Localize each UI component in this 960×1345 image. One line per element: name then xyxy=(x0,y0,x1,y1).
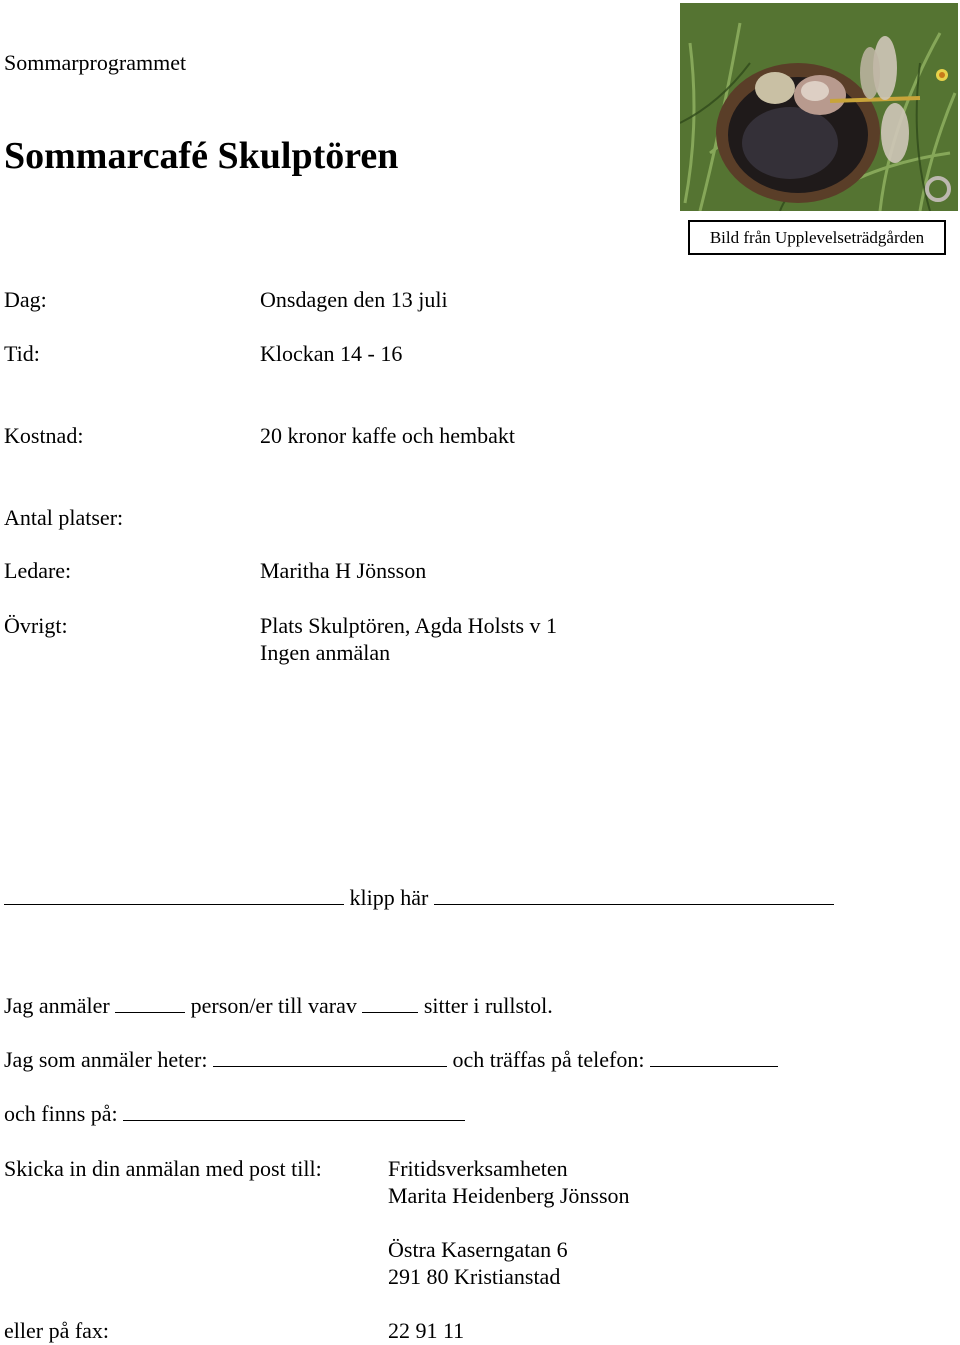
garden-photo xyxy=(680,3,958,211)
other-line-2: Ingen anmälan xyxy=(260,640,391,665)
wheelchair-blank[interactable] xyxy=(362,1011,418,1013)
found-text: och finns på: xyxy=(4,1101,118,1126)
leader-value: Maritha H Jönsson xyxy=(260,558,427,583)
name-text-b: och träffas på telefon: xyxy=(452,1047,645,1072)
day-value: Onsdagen den 13 juli xyxy=(260,287,448,312)
persons-blank[interactable] xyxy=(115,1011,185,1013)
day-label: Dag: xyxy=(4,287,47,312)
time-value: Klockan 14 - 16 xyxy=(260,341,403,366)
name-blank[interactable] xyxy=(213,1065,447,1067)
seats-label: Antal platser: xyxy=(4,505,124,530)
address-line-1: Fritidsverksamheten xyxy=(388,1156,568,1181)
time-label: Tid: xyxy=(4,341,40,366)
name-row xyxy=(4,1046,778,1074)
send-label: Skicka in din anmälan med post till: xyxy=(4,1156,322,1181)
cut-rule-right xyxy=(434,903,834,905)
cut-label: klipp här xyxy=(349,885,429,910)
address-line-3: Östra Kaserngatan 6 xyxy=(388,1237,568,1262)
phone-blank[interactable] xyxy=(650,1065,778,1067)
register-row xyxy=(4,992,553,1020)
fax-label: eller på fax: xyxy=(4,1318,110,1343)
garden-photo-illustration xyxy=(680,3,958,211)
register-text-b: person/er till varav xyxy=(190,993,357,1018)
address-line-2: Marita Heidenberg Jönsson xyxy=(388,1183,630,1208)
address-line-4: 291 80 Kristianstad xyxy=(388,1264,561,1289)
leader-label: Ledare: xyxy=(4,558,72,583)
address-row xyxy=(4,1100,465,1128)
cut-rule-left xyxy=(4,903,344,905)
name-text-a: Jag som anmäler heter: xyxy=(4,1047,208,1072)
register-text-a: Jag anmäler xyxy=(4,993,110,1018)
register-text-c: sitter i rullstol. xyxy=(423,993,553,1018)
cost-value: 20 kronor kaffe och hembakt xyxy=(260,423,515,448)
fax-value: 22 91 11 xyxy=(388,1318,465,1343)
other-label: Övrigt: xyxy=(4,613,68,638)
photo-caption: Bild från Upplevelseträdgården xyxy=(688,220,946,255)
page-title: Sommarcafé Skulptören xyxy=(4,135,399,177)
cost-label: Kostnad: xyxy=(4,423,84,448)
other-line-1: Plats Skulptören, Agda Holsts v 1 xyxy=(260,613,558,638)
cut-line xyxy=(4,884,834,912)
address-blank[interactable] xyxy=(123,1119,465,1121)
program-kicker: Sommarprogrammet xyxy=(4,50,187,75)
